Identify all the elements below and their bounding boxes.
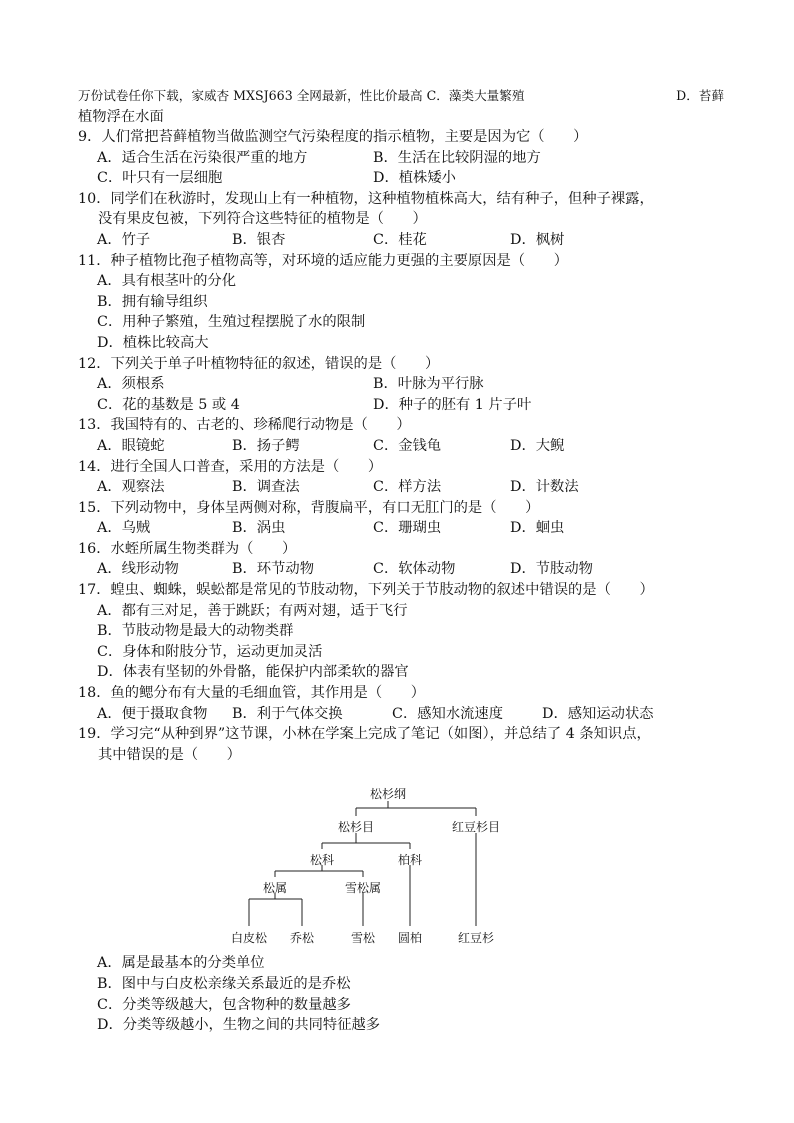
taxonomy-tree-diagram: [78, 769, 720, 949]
question-block: [78, 127, 720, 189]
tree-node-species: 雪松: [350, 931, 376, 946]
question-stem: 15．下列动物中，身体呈两侧对称，背腹扁平，有口无肛门的是（ ）: [78, 499, 540, 516]
question-options: [78, 374, 720, 415]
option-c: C．金钱龟: [373, 437, 442, 454]
option-d: D．枫树: [510, 231, 565, 248]
option-d: D．大鲵: [510, 437, 565, 454]
option-a: A．都有三对足，善于跳跃；有两对翅，适于飞行: [97, 602, 408, 619]
header-line: [78, 86, 724, 106]
option-a: A．具有根茎叶的分化: [97, 273, 236, 290]
option-b: B．拥有输导组织: [97, 293, 208, 310]
option-b: B．图中与白皮松亲缘关系最近的是乔松: [97, 976, 351, 992]
option-d: D．植株比较高大: [97, 334, 209, 351]
option-c: C．用种子繁殖，生殖过程摆脱了水的限制: [97, 314, 366, 331]
option-d: D．节肢动物: [510, 561, 593, 578]
question-stem: 11．种子植物比孢子植物高等，对环境的适应能力更强的主要原因是（ ）: [78, 252, 568, 269]
question-block: [78, 189, 720, 251]
tree-node-species: 红豆杉: [457, 931, 495, 946]
option-c: C．身体和附肢分节，运动更加灵活: [97, 643, 323, 660]
option-a: A．观察法: [97, 479, 165, 496]
question-options: [78, 559, 720, 580]
option-d: D．分类等级越小，生物之间的共同特征越多: [97, 1017, 381, 1034]
option-d: D．植株矮小: [373, 170, 456, 187]
question-stem: 12．下列关于单子叶植物特征的叙述，错误的是（ ）: [78, 355, 440, 372]
option-c: C．样方法: [373, 479, 442, 496]
question-stem: 10．同学们在秋游时，发现山上有一种植物，这种植物植株高大，结有种子，但种子裸露，: [78, 190, 654, 207]
exam-page: [78, 86, 724, 1036]
option-a: A．竹子: [97, 231, 151, 248]
question-list: [78, 127, 720, 724]
question-stem: 19．学习完“从种到界”这节课，小林在学案上完成了笔记（如图），并总结了 4 条知识点，: [78, 726, 651, 743]
question-stem: 9．人们常把苔藓植物当做监测空气污染程度的指示植物，主要是因为它（ ）: [78, 129, 588, 145]
question-block: [78, 457, 720, 498]
option-c: C．软体动物: [373, 561, 456, 578]
tree-node-genus-cedrus: 雪松属: [344, 881, 382, 896]
question-options: [78, 230, 720, 251]
question-block: [78, 580, 720, 683]
option-b: B．涡虫: [232, 520, 286, 537]
question-options: [78, 436, 720, 457]
question-options: [78, 518, 720, 539]
tree-node-class: 松杉纲: [369, 787, 407, 802]
option-a: A．属是最基本的分类单位: [97, 955, 265, 972]
question-stem: 16．水蛭所属生物类群为（ ）: [78, 540, 297, 557]
option-b: B．调查法: [232, 479, 300, 496]
option-c: C．珊瑚虫: [373, 520, 442, 537]
tree-node-species: 乔松: [289, 931, 315, 946]
option-c: C．花的基数是 5 或 4: [97, 396, 240, 413]
question-options: [78, 953, 720, 1035]
question-block: [78, 415, 720, 456]
option-b: B．环节动物: [232, 561, 314, 578]
header-continuation: 植物浮在水面: [78, 109, 164, 125]
option-b: B．节肢动物是最大的动物类群: [97, 623, 294, 640]
option-a: A．线形动物: [97, 561, 179, 578]
tree-node-species: 白皮松: [230, 931, 268, 946]
question-stem: 17．蝗虫、蜘蛛，蜈蚣都是常见的节肢动物，下列关于节肢动物的叙述中错误的是（ ）: [78, 582, 654, 599]
option-d: D．计数法: [510, 479, 579, 496]
question-stem-continuation: 没有果皮包被，下列符合这些特征的植物是（ ）: [98, 211, 427, 228]
option-a: A．适合生活在污染很严重的地方: [97, 149, 308, 166]
option-d: D．感知运动状态: [542, 705, 654, 722]
question-options: [78, 148, 720, 189]
option-d: D．体表有坚韧的外骨骼，能保护内部柔软的器官: [97, 664, 409, 681]
option-a: A．便于摄取食物: [97, 705, 208, 722]
tree-node-family-pinaceae: 松科: [309, 853, 335, 868]
tree-node-species: 圆柏: [397, 931, 423, 946]
question-stem: 14．进行全国人口普查，采用的方法是（ ）: [78, 458, 383, 475]
question-block: [78, 683, 720, 724]
question-options: [78, 704, 720, 725]
header-left: 万份试卷任你下载，家威杏 MXSJ663 全网最新，性比价最高 C．藻类大量繁殖: [78, 88, 525, 103]
question-options: [78, 271, 720, 353]
tree-node-family-cupressaceae: 柏科: [397, 853, 423, 868]
question-19: [78, 724, 720, 1036]
option-c: C．感知水流速度: [392, 705, 504, 722]
option-b: B．生活在比较阴湿的地方: [373, 149, 541, 166]
option-c: C．分类等级越大，包含物种的数量越多: [97, 996, 351, 1013]
tree-node-order-taxales: 红豆杉目: [451, 820, 501, 835]
option-d: D．蛔虫: [510, 520, 565, 537]
question-options: [78, 601, 720, 683]
option-c: C．叶只有一层细胞: [97, 170, 223, 187]
question-options: [78, 477, 720, 498]
option-c: C．桂花: [373, 231, 427, 248]
option-a: A．乌贼: [97, 520, 151, 537]
option-b: B．叶脉为平行脉: [373, 376, 484, 393]
tree-node-genus-pinus: 松属: [262, 881, 288, 896]
question-stem: 13．我国特有的、古老的、珍稀爬行动物是（ ）: [78, 417, 411, 434]
option-a: A．须根系: [97, 376, 165, 393]
option-b: B．扬子鳄: [232, 437, 300, 454]
option-b: B．银杏: [232, 231, 286, 248]
question-block: [78, 251, 720, 354]
question-stem-continuation: 其中错误的是（ ）: [98, 746, 241, 763]
tree-node-order-pinales: 松杉目: [337, 820, 375, 835]
question-block: [78, 498, 720, 539]
header-right: D．苔藓: [676, 88, 724, 103]
question-block: [78, 354, 720, 416]
option-a: A．眼镜蛇: [97, 437, 165, 454]
question-stem: 18．鱼的鳃分布有大量的毛细血管，其作用是（ ）: [78, 685, 426, 702]
question-block: [78, 539, 720, 580]
option-d: D．种子的胚有 1 片子叶: [373, 396, 532, 413]
option-b: B．利于气体交换: [232, 705, 343, 722]
